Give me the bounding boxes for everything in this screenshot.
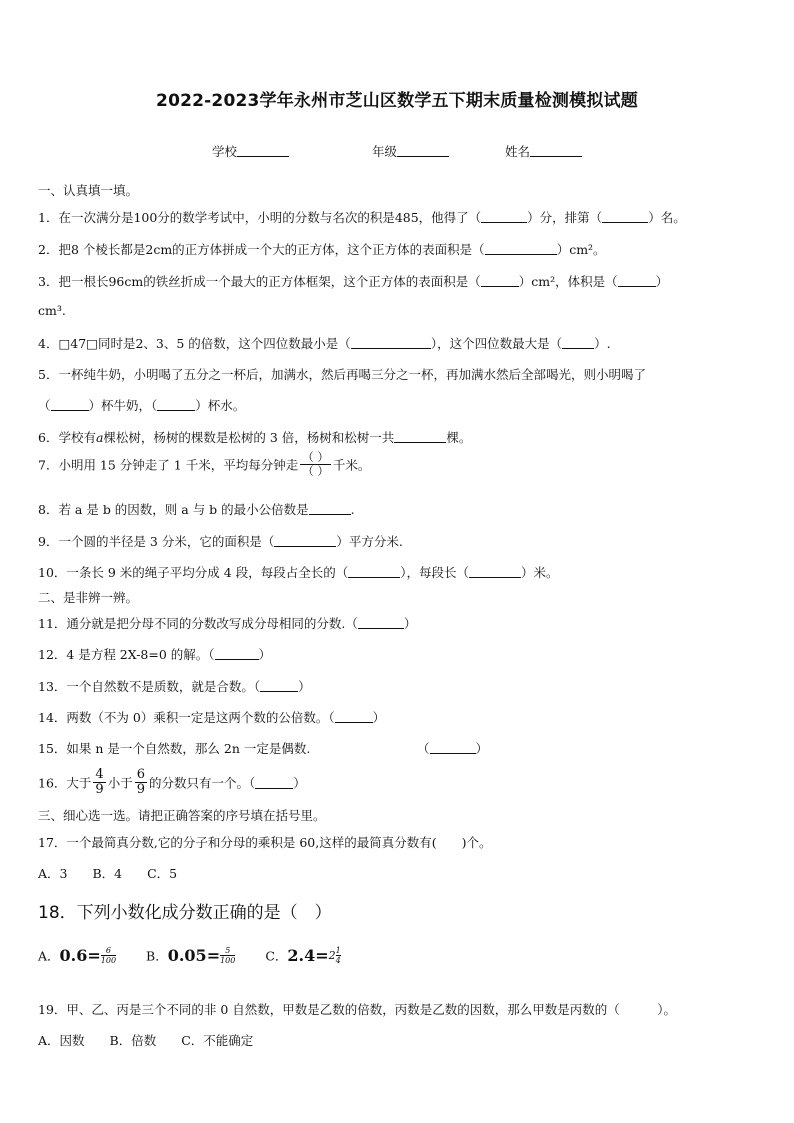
section-2-heading: 二、是非辨一辨。 bbox=[38, 590, 139, 605]
q15-blank[interactable] bbox=[430, 741, 476, 754]
question-16 bbox=[38, 768, 306, 797]
q11-blank[interactable] bbox=[358, 616, 404, 629]
q4-blank-2[interactable] bbox=[562, 336, 594, 349]
q18-option-a-value: 0.6= bbox=[59, 946, 101, 965]
q10-blank-2[interactable] bbox=[469, 565, 521, 578]
q13-text-2: ） bbox=[298, 679, 311, 694]
question-17-options[interactable]: A．3 B．4 C．5 bbox=[38, 866, 178, 881]
q2-blank[interactable] bbox=[485, 242, 557, 255]
question-5: 5．一杯纯牛奶，小明喝了五分之一杯后，加满水，然后再喝三分之一杯，再加满水然后全部喝光，则小明喝了 bbox=[38, 367, 646, 382]
q18-option-b-value: 0.05= bbox=[167, 946, 221, 965]
question-18-options bbox=[38, 946, 341, 965]
q7-text-2: 千米。 bbox=[332, 457, 371, 473]
question-19-options[interactable]: A．因数 B．倍数 C．不能确定 bbox=[38, 1033, 254, 1048]
q16-fraction-1 bbox=[93, 768, 105, 797]
q16-text-2: 小于 bbox=[107, 775, 133, 791]
q15-text-2: （ bbox=[417, 741, 430, 756]
q6-blank[interactable] bbox=[394, 430, 446, 443]
question-8 bbox=[38, 500, 355, 518]
q2-text-2: ）cm²。 bbox=[556, 242, 606, 257]
q18-option-c-label[interactable]: C． bbox=[265, 948, 288, 964]
q4-blank-1[interactable] bbox=[351, 336, 431, 349]
question-19: 19．甲、乙、丙是三个不同的非 0 自然数，甲数是乙数的倍数，丙数是乙数的因数，那么甲数是丙数的（ ）。 bbox=[38, 1002, 677, 1017]
q1-text-2: ）分，排第（ bbox=[527, 210, 603, 225]
question-3 bbox=[38, 272, 668, 290]
q5-text: （ bbox=[38, 398, 51, 413]
q9-text: 9．一个圆的半径是 3 分米，它的面积是（ bbox=[38, 534, 275, 549]
q16-fraction-2-num: 6 bbox=[136, 767, 145, 782]
q3-text-2: ）cm²，体积是（ bbox=[518, 274, 618, 289]
school-label: 学校 bbox=[212, 144, 238, 159]
q1-blank-2[interactable] bbox=[602, 210, 648, 223]
grade-blank[interactable] bbox=[397, 144, 449, 157]
q9-text-2: ）平方分米. bbox=[336, 534, 403, 549]
q2-text: 2．把8 个棱长都是2cm的正方体拼成一个大的正方体，这个正方体的表面积是（ bbox=[38, 242, 485, 257]
q7-fraction-blank[interactable] bbox=[300, 451, 331, 478]
q11-text-2: ） bbox=[403, 616, 417, 631]
q18-option-b-label[interactable]: B． bbox=[146, 948, 168, 964]
q3-blank-2[interactable] bbox=[618, 274, 656, 287]
grade-label: 年级 bbox=[372, 144, 398, 159]
q18-b-num: 5 bbox=[220, 946, 235, 956]
name-label: 姓名 bbox=[505, 144, 531, 159]
question-15: 15．如果 n 是一个自然数，那么 2n 一定是偶数. bbox=[38, 741, 311, 756]
q5-text-2: ）杯牛奶，（ bbox=[88, 398, 158, 413]
question-9 bbox=[38, 532, 403, 550]
q16-text-3: 的分数只有一个。（ bbox=[148, 775, 256, 791]
q6-variable: a bbox=[95, 430, 104, 445]
q7-denominator: （ ） bbox=[302, 464, 329, 478]
q6-text: 6．学校有 bbox=[38, 430, 96, 445]
q4-text-2: ），这个四位数最大是（ bbox=[430, 336, 563, 351]
question-18: 18．下列小数化成分数正确的是（ ） bbox=[38, 903, 332, 923]
q5-blank-1[interactable] bbox=[51, 398, 89, 411]
q13-blank[interactable] bbox=[260, 679, 298, 692]
q6-text-3: 棵。 bbox=[446, 430, 472, 445]
q18-c-num: 1 bbox=[335, 946, 341, 955]
q5-text-3: ）杯水。 bbox=[195, 398, 246, 413]
q18-option-b-fraction bbox=[220, 946, 235, 965]
q8-text-2: . bbox=[350, 502, 355, 517]
question-2 bbox=[38, 240, 606, 258]
question-4 bbox=[38, 334, 611, 352]
question-14 bbox=[38, 708, 385, 726]
q7-numerator: （ ） bbox=[302, 450, 329, 464]
q18-b-den: 100 bbox=[220, 956, 236, 965]
page-title: 2022-2023学年永州市芝山区数学五下期末质量检测模拟试题 bbox=[156, 91, 638, 111]
q12-text: 12．4 是方程 2X-8=0 的解。（ bbox=[38, 647, 215, 662]
question-5-line-2 bbox=[38, 396, 245, 414]
q16-fraction-2-den: 9 bbox=[136, 782, 145, 797]
section-1-heading: 一、认真填一填。 bbox=[38, 183, 139, 198]
q8-text: 8．若 a 是 b 的因数，则 a 与 b 的最小公倍数是 bbox=[38, 502, 309, 517]
q1-text-3: ）名。 bbox=[648, 210, 686, 225]
q18-a-den: 100 bbox=[100, 956, 117, 965]
question-15-answer bbox=[417, 739, 488, 757]
q14-text: 14．两数（不为 0）乘积一定是这两个数的公倍数。（ bbox=[38, 710, 335, 725]
q9-blank[interactable] bbox=[274, 534, 336, 547]
q3-text: 3．把一根长96cm的铁丝折成一个最大的正方体框架，这个正方体的表面积是（ bbox=[38, 274, 481, 289]
q8-blank[interactable] bbox=[309, 502, 351, 515]
q18-option-a-label[interactable]: A． bbox=[38, 948, 60, 964]
question-17: 17．一个最简真分数,它的分子和分母的乘积是 60,这样的最简真分数有( )个。 bbox=[38, 835, 492, 850]
q16-fraction-2 bbox=[135, 768, 147, 797]
grade-field bbox=[372, 142, 449, 160]
q10-text: 10．一条长 9 米的绳子平均分成 4 段，每段占全长的（ bbox=[38, 565, 349, 580]
q15-text-3: ） bbox=[475, 741, 489, 756]
question-3-unit: cm³. bbox=[38, 303, 66, 318]
school-blank[interactable] bbox=[237, 144, 289, 157]
q1-text: 1．在一次满分是100分的数学考试中，小明的分数与名次的积是485，他得了（ bbox=[38, 210, 482, 225]
q6-text-2: 棵松树，杨树的棵数是松树的 3 倍，杨树和松树一共 bbox=[103, 430, 395, 445]
q16-text: 16．大于 bbox=[38, 775, 92, 791]
name-field bbox=[505, 142, 582, 160]
q1-blank-1[interactable] bbox=[481, 210, 527, 223]
q12-text-2: ） bbox=[258, 647, 272, 662]
q16-fraction-1-num: 4 bbox=[95, 767, 104, 782]
q3-text-3: ） bbox=[655, 274, 669, 289]
q16-blank[interactable] bbox=[255, 776, 293, 789]
question-6 bbox=[38, 428, 471, 446]
question-10 bbox=[38, 563, 559, 581]
question-7 bbox=[38, 451, 370, 478]
q12-blank[interactable] bbox=[215, 647, 259, 660]
q18-a-num: 6 bbox=[101, 946, 116, 956]
q10-blank-1[interactable] bbox=[348, 565, 400, 578]
q18-option-c-value: 2.4= bbox=[287, 946, 329, 965]
q16-fraction-1-den: 9 bbox=[95, 782, 104, 797]
q13-text: 13．一个自然数不是质数，就是合数。（ bbox=[38, 679, 261, 694]
question-12 bbox=[38, 645, 271, 663]
q11-text: 11．通分就是把分母不同的分数改写成分母相同的分数.（ bbox=[38, 616, 358, 631]
q18-option-a-fraction bbox=[101, 946, 116, 965]
q4-text-3: ）. bbox=[594, 336, 611, 351]
q18-c-whole: 2 bbox=[328, 949, 336, 962]
q4-text: 4．□47□同时是2、3、5 的倍数，这个四位数最小是（ bbox=[38, 336, 351, 351]
question-13 bbox=[38, 677, 311, 695]
q3-blank-1[interactable] bbox=[481, 274, 519, 287]
q14-text-2: ） bbox=[372, 710, 386, 725]
q7-text: 7．小明用 15 分钟走了 1 千米，平均每分钟走 bbox=[38, 457, 299, 473]
q14-blank[interactable] bbox=[335, 710, 373, 723]
question-1 bbox=[38, 208, 686, 226]
q10-text-2: ），每段长（ bbox=[400, 565, 469, 580]
name-blank[interactable] bbox=[530, 144, 582, 157]
school-field bbox=[212, 142, 289, 160]
q10-text-3: ）米。 bbox=[520, 565, 559, 580]
q18-c-den: 4 bbox=[335, 956, 341, 965]
section-3-heading: 三、细心选一选。请把正确答案的序号填在括号里。 bbox=[38, 808, 326, 823]
question-11 bbox=[38, 614, 416, 632]
q5-blank-2[interactable] bbox=[157, 398, 195, 411]
q16-text-4: ） bbox=[293, 775, 306, 791]
q18-option-c-fraction bbox=[336, 946, 341, 965]
